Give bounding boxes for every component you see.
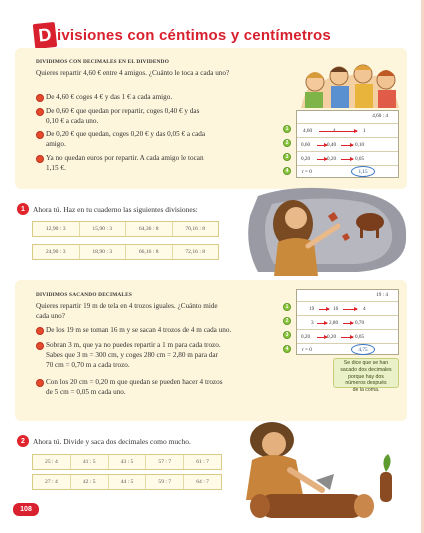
- arrow-icon: [317, 323, 327, 324]
- text-line: porque hay dos: [348, 373, 384, 380]
- table-cell: 0,20: [301, 334, 311, 340]
- table-cell: 0,20: [327, 156, 337, 162]
- info-note: [333, 358, 399, 394]
- step-bullet-icon: [36, 155, 44, 163]
- text-line: Ya no quedan euros por repartir. A cada amigo le tocan: [46, 154, 204, 162]
- step-number-icon: 1: [283, 125, 291, 133]
- exercise1-row: [32, 244, 219, 260]
- step-bullet-icon: [36, 108, 44, 116]
- section1-step3: [46, 129, 205, 149]
- exercise-item: 44 : 5: [109, 475, 147, 489]
- text-line: De los 19 m se toman 16 m y se sacan 4 trozos de 4 m cada uno.: [46, 326, 232, 334]
- text-line: 0,10 € a cada uno.: [46, 117, 99, 125]
- step-bullet-icon: [36, 94, 44, 102]
- arrow-icon: [341, 159, 353, 160]
- text-line: amigo.: [46, 140, 66, 148]
- arrow-icon: [343, 309, 357, 310]
- exercise-item: 15,90 : 3: [80, 222, 127, 236]
- text-line: Quieres repartir 19 m de tela en 4 trozos iguales. ¿Cuánto mide: [36, 302, 218, 310]
- arrow-icon: [317, 145, 327, 146]
- section1-step1: [46, 92, 172, 102]
- section2-intro: [36, 301, 286, 321]
- step-bullet-icon: [36, 342, 44, 350]
- text-line: sacado dos decimales: [340, 366, 392, 373]
- title-text: ivisiones con céntimos y centímetros: [57, 26, 331, 44]
- text-line: de la coma.: [352, 387, 380, 394]
- table-cell: 19: [309, 306, 315, 312]
- step-number-icon: 2: [283, 139, 291, 147]
- text-line: De 0,20 € que quedan, coges 0,20 € y das 0,05 € a cada: [46, 130, 206, 138]
- division-table-1: [296, 110, 399, 178]
- table-cell: 0,60: [301, 142, 311, 148]
- text-line: Sabes que 3 m = 300 cm, y coges 280 cm = 2,80 m para dar: [46, 351, 218, 359]
- section2-heading: DIVIDIMOS SACANDO DECIMALES: [36, 292, 133, 298]
- table-cell: 0,70: [355, 320, 365, 326]
- text-line: De 0,60 € que quedan por repartir, coges 0,40 € y das: [46, 107, 200, 115]
- section2-step3: [46, 377, 223, 397]
- exercise-item: 66,16 : 8: [126, 245, 173, 259]
- table-cell: 3: [311, 320, 314, 326]
- table-cell: 16: [333, 306, 339, 312]
- table-cell: 4: [333, 128, 336, 134]
- arrow-icon: [317, 337, 327, 338]
- table-cell: 0,05: [355, 156, 365, 162]
- arrow-icon: [317, 159, 327, 160]
- step-number-icon: 4: [283, 167, 291, 175]
- section2-step2: [46, 340, 221, 370]
- arrow-icon: [341, 145, 353, 146]
- step-number-icon: 3: [283, 331, 291, 339]
- table-cell: 0,05: [355, 334, 365, 340]
- title-initial-badge: D: [33, 21, 57, 48]
- table-cell: 0,20: [327, 334, 337, 340]
- exercise-item: 18,90 : 3: [80, 245, 127, 259]
- text-line: 70 cm = 0,70 m a cada trozo.: [46, 361, 130, 369]
- exercise-item: 64 : 7: [196, 479, 209, 485]
- children-illustration: [291, 56, 403, 108]
- text-line: 1,15 €.: [46, 164, 66, 172]
- step-number-icon: 2: [283, 317, 291, 325]
- step-number-icon: 3: [283, 153, 291, 161]
- arrow-icon: [341, 337, 353, 338]
- cave-painter-illustration: [238, 186, 410, 276]
- page-title: [34, 21, 331, 49]
- arrow-icon: [343, 323, 353, 324]
- exercise-item: 41 : 5: [71, 455, 109, 469]
- section1-step4: [46, 153, 204, 173]
- text-line: Quieres repartir 4,60 € entre 4 amigos. ¿Cuánto le toca a cada uno?: [36, 69, 230, 77]
- table-cell: 0,40: [327, 142, 337, 148]
- exercise-number-icon: 2: [17, 435, 29, 447]
- page-number: 108: [13, 503, 39, 516]
- text-line: Con los 20 cm = 0,20 m que quedan se pueden hacer 4 trozos: [46, 378, 223, 386]
- text-line: Se dice que se han: [343, 360, 389, 366]
- exercise-item: 25 : 4: [33, 455, 71, 469]
- table-header: 19 : 4: [376, 292, 388, 298]
- exercise1-instruction: Ahora tú. Haz en tu cuaderno las siguientes divisiones:: [33, 205, 198, 214]
- table-cell: 1: [363, 128, 366, 134]
- exercise-item: 59 : 7: [146, 475, 184, 489]
- exercise-item: 43 : 5: [109, 455, 147, 469]
- woodcutter-illustration: [230, 410, 405, 522]
- division-table-2: [296, 289, 399, 355]
- exercise-item: 70,16 : 8: [185, 226, 206, 232]
- section1-heading: DIVIDIMOS CON DECIMALES EN EL DIVIDENDO: [36, 59, 170, 65]
- step-number-icon: 4: [283, 345, 291, 353]
- exercise-item: 61 : 7: [196, 459, 209, 465]
- table-cell: 2,80: [329, 320, 339, 326]
- text-line: números después: [345, 380, 387, 387]
- step-bullet-icon: [36, 131, 44, 139]
- section1-step2: [46, 106, 199, 126]
- text-line: cada uno?: [36, 312, 65, 320]
- exercise-item: 24,90 : 3: [33, 245, 80, 259]
- table-header: 4,60 : 4: [372, 113, 388, 119]
- text-line: De 4,60 € coges 4 € y das 1 € a cada amigo.: [46, 93, 173, 101]
- text-line: Sobran 3 m, que ya no puedes repartir a 1 m para cada trozo.: [46, 341, 221, 349]
- table-cell: r = 0: [302, 169, 312, 175]
- exercise-item: 64,36 : 8: [126, 222, 173, 236]
- text-line: de 5 cm = 0,05 m cada uno.: [46, 388, 126, 396]
- result-oval: 1,15: [351, 166, 375, 177]
- table-cell: 4,60: [303, 128, 313, 134]
- exercise2-instruction: Ahora tú. Divide y saca dos decimales como mucho.: [33, 437, 191, 446]
- step-bullet-icon: [36, 327, 44, 335]
- exercise-item: 27 : 4: [33, 475, 71, 489]
- arrow-icon: [319, 309, 329, 310]
- step-number-icon: 1: [283, 303, 291, 311]
- exercise2-row: [32, 474, 222, 490]
- table-cell: r = 0: [302, 347, 312, 353]
- table-cell: 4: [363, 306, 366, 312]
- section1-intro: [36, 68, 286, 78]
- exercise-item: 42 : 5: [71, 475, 109, 489]
- exercise-number-icon: 1: [17, 203, 29, 215]
- result-oval: 4,75: [351, 344, 375, 355]
- step-bullet-icon: [36, 379, 44, 387]
- arrow-icon: [319, 131, 357, 132]
- exercise-item: 12,90 : 3: [33, 222, 80, 236]
- section2-step1: [46, 325, 231, 335]
- exercise2-row: [32, 454, 222, 470]
- table-cell: 0,10: [355, 142, 365, 148]
- exercise-item: 72,16 : 8: [185, 249, 206, 255]
- exercise-item: 57 : 7: [146, 455, 184, 469]
- table-cell: 0,20: [301, 156, 311, 162]
- exercise1-row: [32, 221, 219, 237]
